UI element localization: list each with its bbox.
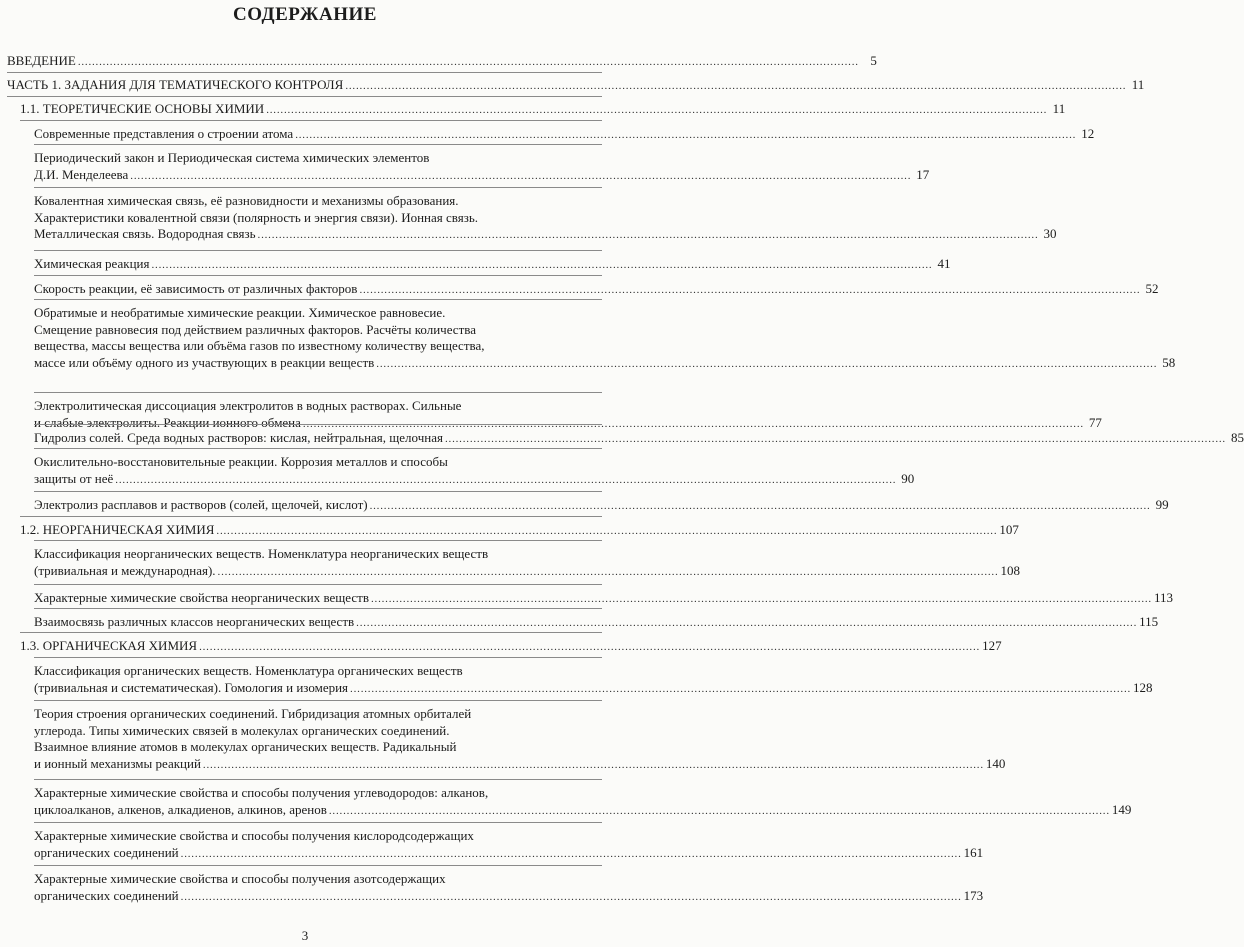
- dot-leader: ............................................................................................................................................................................................................................: [115, 473, 897, 486]
- dot-leader: ............................................................................................................................................................................................................................: [359, 284, 1141, 296]
- dot-leader: ............................................................................................................................................................................................................................: [444, 433, 1226, 445]
- toc-entry: [34, 828, 984, 862]
- toc-entry-line: Взаимное влияние атомов в молекулах органических веществ. Радикальный: [34, 739, 457, 754]
- toc-entry-line: Ковалентная химическая связь, её разновидности и механизмы образования.: [34, 193, 459, 208]
- divider: [34, 250, 602, 251]
- toc-entry: [34, 305, 1176, 372]
- toc-entry: [34, 256, 951, 274]
- toc-entry: [34, 785, 1132, 819]
- toc-entry-text: Характерные химические свойства неорганических веществ: [34, 590, 369, 605]
- divider: [34, 822, 602, 823]
- dot-leader: ............................................................................................................................................................................................................................: [77, 56, 859, 68]
- toc-entry: [20, 101, 1066, 119]
- toc-page-number: 128: [1133, 679, 1153, 695]
- dot-leader: ............................................................................................................................................................................................................................: [257, 229, 1039, 241]
- toc-entry-text: (тривиальная и систематическая). Гомология и изомерия: [34, 679, 349, 695]
- toc-entry: [20, 638, 1002, 656]
- divider: [34, 275, 602, 276]
- toc-entry-text: Электролиз расплавов и растворов (солей, щелочей, кислот): [34, 497, 368, 512]
- divider: [34, 540, 602, 541]
- toc-page-number: 161: [963, 844, 984, 860]
- page-title: СОДЕРЖАНИЕ: [233, 4, 377, 25]
- toc-entry: [34, 871, 984, 905]
- divider: [34, 608, 602, 609]
- toc-entry-line: [34, 497, 1169, 515]
- toc-entry-text: массе или объёму одного из участвующих в реакции веществ: [34, 354, 375, 370]
- toc-page-number: 99: [1155, 497, 1169, 512]
- divider: [34, 424, 602, 425]
- dot-leader: ............................................................................................................................................................................................................................: [217, 565, 999, 578]
- divider: [34, 491, 602, 492]
- dot-leader: ............................................................................................................................................................................................................................: [295, 129, 1077, 141]
- toc-entry-line: [34, 281, 1159, 299]
- toc-entry-line: углерода. Типы химических связей в молекулах органических соединений.: [34, 722, 450, 738]
- toc-entry: [34, 150, 930, 184]
- toc-page-number: 149: [1111, 801, 1132, 817]
- toc-entry: [7, 53, 877, 71]
- toc-entry-text: и ионный механизмы реакций: [34, 755, 201, 771]
- toc-entry-line: Теория строения органических соединений. Гибридизация атомных орбиталей: [34, 706, 472, 721]
- dot-leader: ............................................................................................................................................................................................................................: [350, 682, 1132, 695]
- toc-page-number: 140: [985, 755, 1006, 771]
- toc-page-number: 52: [1145, 281, 1159, 296]
- toc-entry-text: Химическая реакция: [34, 256, 150, 271]
- toc-entry-line: [34, 256, 951, 274]
- toc-entry-line: Характеристики ковалентной связи (полярность и энергия связи). Ионная связь.: [34, 209, 479, 225]
- toc-entry-text: ВВЕДЕНИЕ: [7, 53, 76, 68]
- divider: [34, 657, 602, 658]
- toc-entry-line: [34, 430, 1244, 448]
- dot-leader: ............................................................................................................................................................................................................................: [180, 847, 962, 860]
- dot-leader: ............................................................................................................................................................................................................................: [216, 525, 998, 537]
- toc-entry-line: [34, 887, 984, 906]
- divider: [34, 144, 602, 145]
- toc-entry-line: вещества, массы вещества или объёма газов по известному количеству вещества,: [34, 338, 485, 353]
- toc-entry-line: Окислительно-восстановительные реакции. Коррозия металлов и способы: [34, 454, 448, 469]
- toc-entry-line: [34, 354, 1176, 373]
- dot-leader: ............................................................................................................................................................................................................................: [180, 890, 962, 903]
- toc-page-number: 11: [1131, 77, 1145, 92]
- toc-entry-line: Электролитическая диссоциация электролитов в водных растворах. Сильные: [34, 398, 462, 413]
- toc-page-number: 11: [1052, 101, 1066, 116]
- dot-leader: ............................................................................................................................................................................................................................: [199, 641, 981, 653]
- toc-entry-text: органических соединений: [34, 887, 179, 903]
- toc-entry-line: [7, 53, 877, 71]
- dot-leader: ............................................................................................................................................................................................................................: [302, 417, 1084, 430]
- toc-entry-line: Классификация органических веществ. Номенклатура органических веществ: [34, 663, 463, 678]
- toc-entry-line: [34, 470, 915, 489]
- toc-page-number: 127: [982, 638, 1002, 653]
- toc-entry: [34, 193, 1057, 244]
- toc-page-number: 113: [1153, 590, 1174, 605]
- toc-entry-text: и слабые электролиты. Реакции ионного обмена: [34, 414, 301, 430]
- toc-page-number: 30: [1043, 226, 1057, 241]
- toc-entry-text: циклоалканов, алкенов, алкадиенов, алкинов, аренов: [34, 801, 327, 817]
- toc-entry-line: [34, 166, 930, 185]
- toc-entry-line: [34, 679, 1153, 698]
- toc-page-number: 115: [1139, 614, 1159, 629]
- toc-page-number: 107: [999, 522, 1019, 537]
- toc-entry: [34, 706, 1006, 773]
- toc-entry-line: Характерные химические свойства и способы получения углеводородов: алканов,: [34, 785, 489, 800]
- toc-entry-text: Взаимосвязь различных классов неорганических веществ: [34, 614, 355, 629]
- dot-leader: ............................................................................................................................................................................................................................: [151, 259, 933, 271]
- divider: [34, 779, 602, 780]
- toc-entry-text: органических соединений: [34, 844, 179, 860]
- dot-leader: ............................................................................................................................................................................................................................: [370, 593, 1152, 605]
- dot-leader: ............................................................................................................................................................................................................................: [130, 169, 912, 182]
- toc-entry-line: Смещение равновесия под действием различных факторов. Расчёты количества: [34, 321, 476, 337]
- toc-entry: [7, 77, 1145, 95]
- toc-entry-text: Металлическая связь. Водородная связь: [34, 226, 256, 241]
- toc-entry-text: Скорость реакции, её зависимость от различных факторов: [34, 281, 358, 296]
- divider: [34, 700, 602, 701]
- divider: [34, 299, 602, 300]
- toc-entry-line: [7, 77, 1145, 95]
- toc-entry-text: Гидролиз солей. Среда водных растворов: кислая, нейтральная, щелочная: [34, 430, 443, 445]
- divider: [20, 632, 602, 633]
- dot-leader: ............................................................................................................................................................................................................................: [376, 357, 1158, 370]
- toc-page-number: 17: [916, 166, 930, 182]
- toc-entry-text: 1.2. НЕОРГАНИЧЕСКАЯ ХИМИЯ: [20, 522, 215, 537]
- toc-entry-text: 1.1. ТЕОРЕТИЧЕСКИЕ ОСНОВЫ ХИМИИ: [20, 101, 265, 116]
- toc-entry: [34, 590, 1174, 608]
- toc-entry-line: Периодический закон и Периодическая система химических элементов: [34, 150, 430, 165]
- toc-page-number: 108: [1000, 562, 1021, 578]
- toc-entry-line: [34, 590, 1174, 608]
- toc-entry: [34, 614, 1159, 632]
- toc-entry-line: [34, 226, 1057, 244]
- dot-leader: ............................................................................................................................................................................................................................: [202, 758, 984, 771]
- toc-entry-text: (тривиальная и международная).: [34, 562, 216, 578]
- toc-page-number: 12: [1081, 126, 1095, 141]
- toc-entry-text: ЧАСТЬ 1. ЗАДАНИЯ ДЛЯ ТЕМАТИЧЕСКОГО КОНТРОЛЯ: [7, 77, 344, 92]
- dot-leader: ............................................................................................................................................................................................................................: [266, 104, 1048, 116]
- dot-leader: ............................................................................................................................................................................................................................: [356, 617, 1138, 629]
- toc-entry: [34, 454, 915, 488]
- toc-entry: [34, 497, 1169, 515]
- toc-entry-line: [34, 755, 1006, 774]
- toc-entry: [34, 663, 1153, 697]
- toc-entry-line: Классификация неорганических веществ. Номенклатура неорганических веществ: [34, 546, 489, 561]
- toc-entry-line: Характерные химические свойства и способы получения азотсодержащих: [34, 871, 446, 886]
- toc-page-number: 90: [901, 470, 915, 486]
- divider: [20, 120, 602, 121]
- toc-entry-line: [20, 101, 1066, 119]
- toc-entry-line: Обратимые и необратимые химические реакции. Химическое равновесие.: [34, 305, 446, 320]
- toc-page-number: 85: [1230, 430, 1244, 445]
- toc-entry: [34, 398, 1102, 432]
- toc-entry-text: 1.3. ОРГАНИЧЕСКАЯ ХИМИЯ: [20, 638, 198, 653]
- dot-leader: ............................................................................................................................................................................................................................: [345, 80, 1127, 92]
- divider: [20, 516, 602, 517]
- toc-entry-line: [20, 522, 1019, 540]
- toc-entry: [34, 430, 1244, 448]
- toc-entry-line: Характерные химические свойства и способы получения кислородсодержащих: [34, 828, 474, 843]
- toc-page-number: 41: [937, 256, 951, 271]
- divider: [34, 584, 602, 585]
- toc-entry-line: [34, 562, 1021, 581]
- toc-entry-line: [34, 844, 984, 863]
- page-number: 3: [301, 928, 309, 943]
- divider: [34, 448, 602, 449]
- toc-entry: [34, 281, 1159, 299]
- toc-entry-line: [34, 614, 1159, 632]
- toc-entry-text: Современные представления о строении атома: [34, 126, 294, 141]
- toc-entry: [34, 546, 1021, 580]
- divider: [7, 96, 602, 97]
- divider: [34, 865, 602, 866]
- toc-page-number: 173: [963, 887, 984, 903]
- toc-entry-text: защиты от неё: [34, 470, 114, 486]
- toc-entry-line: [20, 638, 1002, 656]
- divider: [34, 392, 602, 393]
- dot-leader: ............................................................................................................................................................................................................................: [328, 804, 1110, 817]
- toc-page-number: 77: [1088, 414, 1102, 430]
- toc-entry: [20, 522, 1019, 540]
- toc-page-number: 58: [1162, 354, 1176, 370]
- dot-leader: ............................................................................................................................................................................................................................: [369, 500, 1151, 512]
- toc-entry-line: [34, 126, 1095, 144]
- toc-entry-text: Д.И. Менделеева: [34, 166, 129, 182]
- toc-entry-line: [34, 801, 1132, 820]
- toc-page-number: 5: [870, 53, 877, 68]
- toc-entry: [34, 126, 1095, 144]
- divider: [7, 72, 602, 73]
- divider: [34, 187, 602, 188]
